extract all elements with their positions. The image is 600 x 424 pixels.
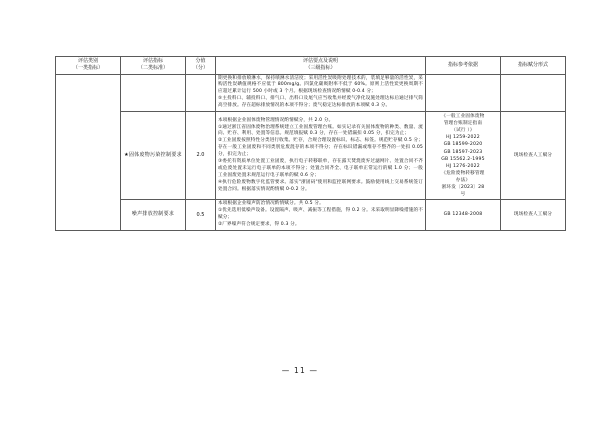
column-header-detail-line1: 评估要点及说明 (302, 58, 338, 64)
cell-score (186, 74, 216, 111)
detail-paragraph: 期更换和排放喷淋水，保持喷淋水清洁度；采用活性炭吸附处理技术的，装填足够量的活性炭，采购活性炭碘值规格不应低于 800mg/g。四氯化碳吸附率不低于 60%。原则上活性炭更换周期不应超过累计运行 500 小时或 3 个月。根据现场检查情况酌情赋 0-0.4 分； (218, 75, 423, 95)
basis-line: GB 18599-2020 (443, 142, 483, 148)
column-header-form (501, 57, 566, 75)
cell-detail (216, 111, 426, 199)
cell-indicator: ★固体废物污染控制要求 (121, 111, 186, 199)
basis-line: （试行 ）》 (451, 128, 475, 134)
column-header-detail (216, 57, 426, 75)
column-header-category-line2: （一类指标） (72, 65, 103, 72)
table-header (56, 57, 566, 75)
detail-paragraph: 本项根据企业噪声防治情况酌情赋分。共 0.5 分。 (218, 201, 324, 207)
detail-paragraph: ②厂界噪声符合规定要求，得 0.3 分。 (218, 221, 300, 227)
basis-line: GB 12348-2008 (443, 212, 483, 218)
basis-line: 管理台账制定指南 (443, 121, 483, 127)
detail-paragraph: 本项根据企业固体废物管理情况酌情赋分，共 2.0 分。 (218, 117, 334, 123)
cell-basis (426, 111, 501, 199)
column-header-basis (426, 57, 501, 75)
basis-line: HJ 1276-2022 (446, 163, 480, 169)
detail-paragraph: ③委托有资质单位处置工业固废，执行电子转移联单，存在露天焚烧废弃过滤网片、处置合同不齐或危废处置未运行电子联单的本项不得分；处置合同齐全、电子联单正常运行的赋 1.0 分；一般工业固废处置未规范运行电子联单的赋 0.6 分； (218, 159, 423, 178)
table-row (56, 111, 566, 199)
cell-indicator: 噪声排放控制要求 (121, 200, 186, 231)
basis-line: 《一般工业固体废物 (441, 113, 485, 119)
column-header-detail-line2: （三级指标） (305, 65, 336, 72)
table-row (56, 200, 566, 231)
basis-line: HJ 1259-2022 (446, 135, 480, 141)
cell-basis (426, 200, 501, 231)
basis-line: GB 15562.2-1995 (441, 156, 485, 162)
column-header-indicator-line2: （二类标准） (137, 65, 168, 72)
evaluation-table-container (55, 56, 553, 231)
column-header-indicator-line1: 评估指标 (142, 58, 163, 64)
column-header-category (56, 57, 121, 75)
detail-paragraph: ⑤主投料口、辅投料口、排气口、出料口及尾气应当收集并经废气净化设施处理达标后通过排气筒高空排放。存在超标排放情况的本项不得分；废气稳定达标排放的本项赋 0.3 分。 (218, 96, 423, 109)
cell-form: 现场检查人工赋分 (501, 111, 566, 199)
cell-detail (216, 200, 426, 231)
evaluation-table (55, 56, 566, 231)
cell-score: 2.0 (186, 111, 216, 199)
basis-line: 办法》 (455, 177, 471, 183)
column-header-basis-line1: 指标参考依据 (447, 61, 478, 68)
column-header-score-line1: 分值 (195, 58, 206, 64)
basis-line: 号 (460, 192, 466, 198)
column-header-score (186, 57, 216, 75)
detail-paragraph: ④执行危险废物数字化监管要求。落实"浙固码"使用和监控联网要求。鼓励使用线上交易系统签订处置合同。根据落实情况酌情赋 0-0.2 分。 (218, 179, 423, 192)
table-body (56, 74, 566, 230)
basis-line: 浙环发〔2023〕28 (441, 185, 485, 191)
detail-paragraph: ①优先选用低噪声设备。设置隔声、吸声、减振等工程措施，得 0.2 分。未采取明显降噪措施的不赋分； (218, 208, 423, 221)
cell-form (501, 74, 566, 111)
cell-basis (426, 74, 501, 111)
column-header-form-line1: 指标赋分形式 (517, 61, 548, 68)
cell-indicator (121, 74, 186, 111)
basis-line: GB 18597-2023 (443, 149, 483, 155)
detail-paragraph: ②工业固废按照特性分类进行收集、贮存，合规合理设置标识、标志、标签。规范贮存赋 0.5 分；存在一般工业固废和不同类别危废混存的本项不得分；存在标识错漏或堆存不整齐的一处扣 0.05 分，扣完为止； (218, 138, 423, 158)
cell-score: 0.5 (186, 200, 216, 231)
column-header-score-line2: （分） (192, 65, 208, 72)
cell-detail (216, 74, 426, 111)
basis-line: 《危险废物转移管理 (441, 170, 485, 176)
page-number: — 11 — (281, 366, 319, 375)
column-header-indicator (121, 57, 186, 75)
detail-paragraph: ①通过浙江省固体废物治理系统建立工业固废管理台账。如实记录有关固体废物的种类、数量、流向、贮存、利用、处置等信息。规范填报赋 0.3 分，存在一处错漏扣 0.05 分，扣完为止； (218, 124, 423, 137)
cell-form: 现场检查人工赋分 (501, 200, 566, 231)
cell-category (56, 74, 121, 230)
column-header-category-line1: 评估类别 (77, 58, 98, 64)
table-header-row (56, 57, 566, 75)
table-row (56, 74, 566, 111)
